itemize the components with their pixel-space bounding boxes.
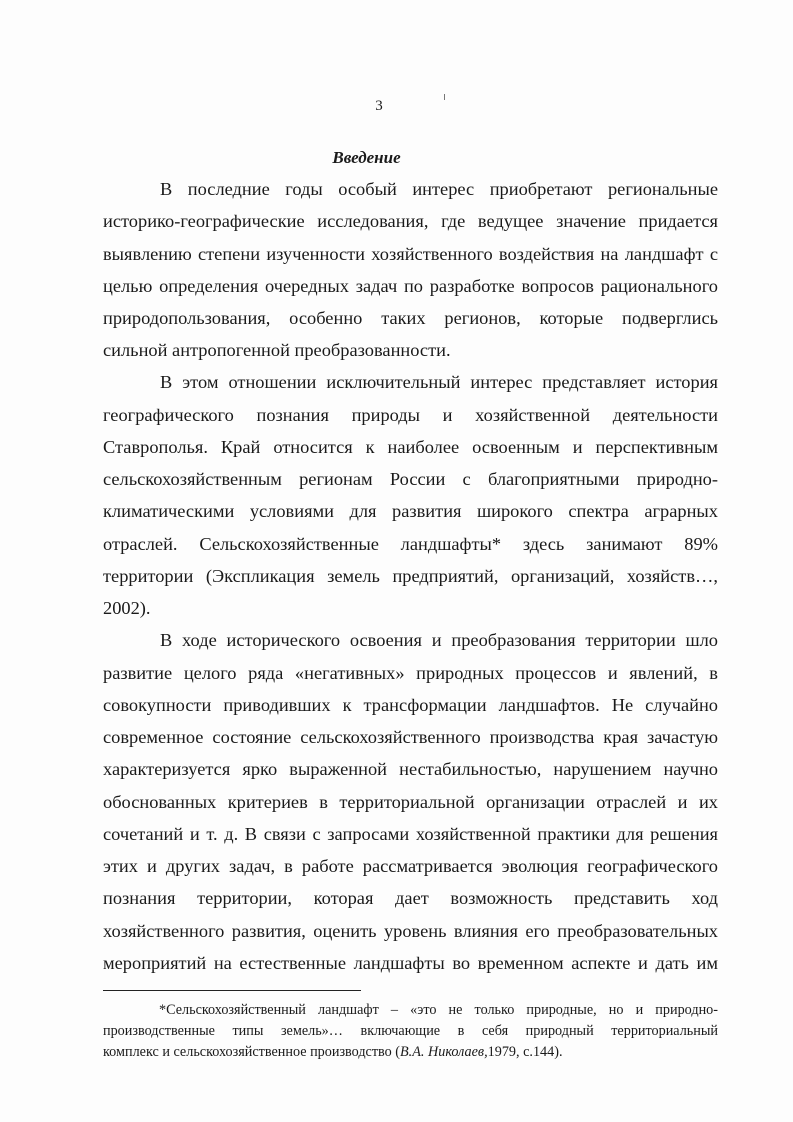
text-line: познания территории, которая дает возможность представить ход [103, 888, 718, 908]
text-line: целью определения очередных задач по разработке вопросов рационального [103, 276, 718, 296]
text-line: территории (Экспликация земель предприятий, организаций, хозяйств…, [103, 566, 718, 586]
page-number: 3 [375, 98, 383, 114]
text-line: историко-географические исследования, где ведущее значение придается [103, 211, 718, 231]
text-line: сельскохозяйственным регионам России с благоприятными природно- [103, 469, 718, 489]
text-line: природопользования, особенно таких регионов, которые подверглись [103, 308, 718, 328]
text-line: Ставрополья. Край относится к наиболее освоенным и перспективным [103, 437, 718, 457]
text-line: совокупности приводивших к трансформации ландшафтов. Не случайно [103, 695, 718, 715]
text-line: географического познания природы и хозяйственной деятельности [103, 405, 718, 425]
text-line: сочетаний и т. д. В связи с запросами хозяйственной практики для решения [103, 824, 718, 844]
footnote-line: *Сельскохозяйственный ландшафт – «это не только природные, но и природно- [159, 1002, 718, 1018]
footnote-author: В.А. Николаев, [400, 1044, 488, 1060]
text-line: климатическими условиями для развития широкого спектра аграрных [103, 501, 718, 521]
text-line: выявлению степени изученности хозяйственного воздействия на ландшафт с [103, 244, 718, 264]
text-line: В последние годы особый интерес приобретают региональные [160, 179, 718, 199]
footnote-reference: 1979, с.144). [487, 1044, 563, 1060]
section-heading: Введение [332, 148, 401, 167]
text-line: В этом отношении исключительный интерес представляет история [160, 372, 718, 392]
footnote-line [103, 1042, 718, 1062]
text-line: этих и других задач, в работе рассматривается эволюция географического [103, 856, 718, 876]
text-line: современное состояние сельскохозяйственного производства края зачастую [103, 727, 718, 747]
text-line: сильной антропогенной преобразованности. [103, 340, 451, 360]
text-line: хозяйственного развития, оценить уровень влияния его преобразовательных [103, 921, 718, 941]
text-line: 2002). [103, 598, 151, 618]
text-line: обоснованных критериев в территориальной организации отраслей и их [103, 792, 718, 812]
scan-artifact [444, 94, 445, 100]
text-line: В ходе исторического освоения и преобразования территории шло [160, 630, 718, 650]
text-line: отраслей. Сельскохозяйственные ландшафты* здесь занимают 89% [103, 534, 718, 554]
text-line: развитие целого ряда «негативных» природных процессов и явлений, в [103, 663, 718, 683]
text-line: характеризуется ярко выраженной нестабильностью, нарушением научно [103, 759, 718, 779]
footnote-separator [103, 990, 361, 991]
text-line: мероприятий на естественные ландшафты во временном аспекте и дать им [103, 953, 718, 973]
footnote-text: комплекс и сельскохозяйственное производство ( [103, 1044, 401, 1060]
footnote-line: производственные типы земель»… включающие в себя природный территориальный [103, 1023, 718, 1039]
